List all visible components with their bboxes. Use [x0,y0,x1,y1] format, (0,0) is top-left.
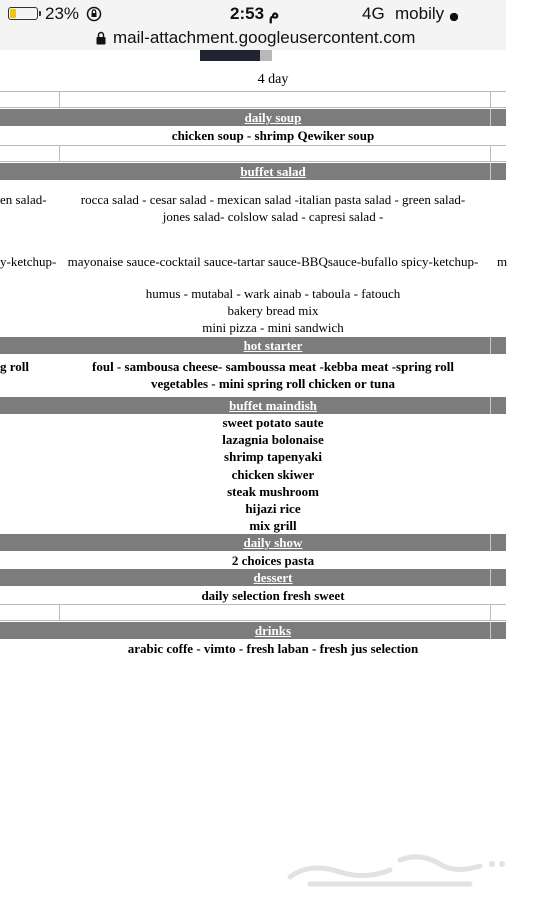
daily-show-title: daily show [243,535,303,550]
maindish-item: mix grill [249,518,297,533]
lock-icon [96,31,106,45]
daily-show-items: 2 choices pasta [231,553,315,568]
buffet-salad-left-cut: en salad- [0,192,47,207]
maindish-item: lazagnia bolonaise [222,432,324,447]
hot-starter-title: hot starter [243,338,303,353]
table-spacer-row [0,91,506,108]
mezze-line: humus - mutabal - wark ainab - taboula - fatouch [145,286,401,301]
mini-line: mini pizza - mini sandwich [202,320,344,335]
drinks-title: drinks [254,623,292,638]
sauce-line: mayonaise sauce-cocktail sauce-tartar sauce-BBQsauce-bufallo spicy-ketchup- [67,254,479,269]
buffet-maindish-title: buffet maindish [229,398,317,413]
buffet-salad-line-1: rocca salad - cesar salad - mexican salad -italian pasta salad - green salad- [80,192,466,207]
daily-soup-items: chicken soup - shrimp Qewiker soup [171,128,375,143]
drinks-items: arabic coffe - vimto - fresh laban - fresh jus selection [127,641,419,656]
document-header-bar [200,50,260,61]
carrier-name: mobily [395,4,445,23]
maindish-item: shrimp tapenyaki [224,449,322,464]
section-header-daily-soup [0,109,506,126]
hot-starter-line-2: vegetables - mini spring roll chicken or tuna [151,376,395,391]
address-bar[interactable] [0,28,506,50]
section-header-hot-starter [0,337,506,354]
section-header-buffet-salad [0,163,506,180]
daily-soup-title: daily soup [244,110,302,125]
buffet-salad-line-2: jones salad- colslow salad - capresi salad - [162,209,384,224]
day-label: 4 day [257,72,289,87]
maindish-item: steak mushroom [227,484,319,499]
document-header-bar-light [260,50,272,61]
watermark-logo [270,842,510,892]
maindish-item: hijazi rice [245,501,301,516]
section-header-dessert [0,569,506,586]
network-type: 4G [362,4,385,23]
section-header-buffet-maindish [0,397,506,414]
maindish-item: chicken skiwer [231,467,315,482]
clock: 2:53 م [230,4,280,23]
section-header-daily-show [0,534,506,551]
attachment-document [0,50,506,900]
sauce-right-cut: m [497,254,508,269]
bakery-line: bakery bread mix [227,303,319,318]
table-spacer-row [0,604,506,621]
orientation-lock-icon [86,6,102,22]
url-text[interactable]: mail-attachment.googleusercontent.com [113,28,416,47]
section-header-drinks [0,622,506,639]
dessert-title: dessert [253,570,293,585]
buffet-salad-title: buffet salad [240,164,306,179]
hot-starter-line-1: foul - sambousa cheese- samboussa meat -kebba meat -spring roll [92,359,454,374]
battery-icon [8,7,38,20]
maindish-item: sweet potato saute [222,415,324,430]
battery-percent: 23% [45,4,80,23]
status-bar [0,0,506,28]
table-spacer-row [0,145,506,162]
sauce-left-cut: y-ketchup- [0,254,57,269]
hot-starter-left-cut: g roll [0,359,30,374]
dessert-items: daily selection fresh sweet [201,588,345,603]
